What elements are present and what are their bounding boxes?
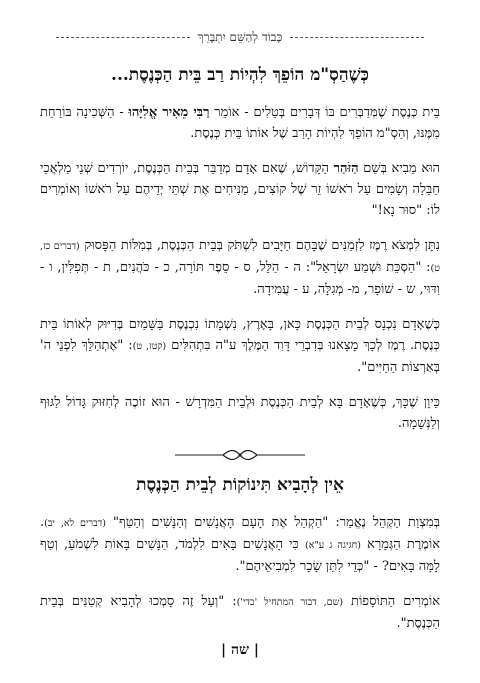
source-reference: (דברים כז, ט) (40, 241, 440, 274)
text-run: הוּא מֵבִיא בְּשֵׁם (358, 161, 440, 176)
section-2-title: אֵין לְהָבִיא תִּינוֹקוֹת לְבֵית הַכְּנֶסֶת (136, 475, 344, 495)
rabbi-name: רַבִּי מֵאִיר אֱלִיָּהוּ (128, 105, 210, 120)
source-reference: (חגיגה ג ע"א) (305, 540, 361, 551)
text-run: כְּשֶׁאָדָם נִכְנָס לְבֵית הַכְּנֶסֶת כָּאן, בָּאָרֶץ, נִשְׁמָתוֹ נִכְנֶסֶת בַּשָּׁמַיִם בְּדִיּוּק לְאוֹתוֹ בֵּית כְּנֶסֶת. רֶמֶז לְכָךְ מָצָאנוּ בְּדִבְרֵי דָּוִד הַמֶּלֶךְ ע"ה בִּתְהִלִּים (40, 317, 440, 353)
section-1-paragraph-5: כֵּיוָן שֶׁכָּךְ, כְּשֶׁאָדָם בָּא לְבֵית הַכְּנֶסֶת וּלְבֵית הַמִּדְרָשׁ - הוּא זוֹכֶה לְחִזּוּק גָּדוֹל לַגּוּף וְלַנְּשָׁמָה. (40, 395, 440, 431)
header-rule-left (56, 37, 190, 38)
source-reference: (שם, דבור המתחיל 'כדי') (236, 597, 344, 608)
section-2-paragraph-1 (40, 512, 440, 577)
section-1-paragraph-1 (40, 102, 440, 144)
text-run: . אוֹמֶרֶת הַגְּמָרָא (40, 515, 440, 552)
text-run: בְּמִצְוַת הַקְהֵל נֶאֱמַר: "הַקְהֵל אֶת הָעָם הָאֲנָשִׁים וְהַנָּשִׁים וְהַטַּף" (105, 515, 440, 530)
section-2-paragraph-2 (40, 591, 440, 634)
section-1-paragraph-2 (40, 158, 440, 221)
text-run: כִּי הָאֲנָשִׁים בָּאִים לִלְמֹד, הַנָּשִׁים בָּאוֹת לִשְׁמֹעַ, וְטַף לָמָּה בָּאִים? - "כְּדֵי לִתֵּן שָׂכָר לִמְבִיאֵיהֶם". (40, 537, 440, 574)
text-run: : "אֶתְהַלֵּךְ לִפְנֵי ה' בְּאַרְצוֹת הַחַיִּים". (40, 338, 440, 375)
section-1-title: כְּשֶׁהַסְ"מ הוֹפֵךְ לִהְיוֹת רַב בֵּית הַכְּנֶסֶת... (111, 65, 369, 85)
text-run: אוֹמְרִים הַתּוֹסָפוֹת (343, 594, 441, 609)
page-content (40, 64, 440, 648)
divider-flourish-icon (175, 448, 305, 462)
text-run: נִתָּן לִמְצֹא רֶמֶז לִזְמַנִּים שֶׁבָּהֶם חַיָּבִים לִשְׁתֹּק בְּבֵית הַכְּנֶסֶת, בְּמִלּוֹת הַפָּסוּק (79, 238, 440, 253)
text-run: בֵּית כְּנֶסֶת שֶׁמְּדַבְּרִים בּוֹ דְּבָרִים בְּטֵלִים - אוֹמֵר (209, 105, 440, 120)
text-run: : "וְעַל זֶה סָמְכוּ לְהָבִיא קְטַנִּים בְּבֵית הַכְּנֶסֶת". (40, 594, 440, 631)
running-header-text: כָּבוֹד לְהַשֵּׁם יִתְבָּרֵךְ (197, 29, 283, 44)
text-run: - הַשְּׁכִינָה בּוֹרַחַת מִמֶּנּוּ, וְהַסְ"מ הוֹפֵךְ לִהְיוֹת הָרַב שֶׁל אוֹתוֹ בֵּית כְּנֶסֶת. (40, 105, 440, 141)
source-reference: (קטז, ט) (132, 341, 167, 352)
running-header (56, 30, 424, 44)
source-reference: (דברים לא, יב) (44, 518, 106, 529)
zohar-term: הַזֹּהַר (333, 161, 359, 176)
page-number: | שה | (221, 642, 259, 658)
header-rule-right (290, 37, 424, 38)
section-1-paragraph-3 (40, 235, 440, 300)
section-1-paragraph-4 (40, 314, 440, 378)
text-run: הַקָּדוֹשׁ, שֶׁאִם אָדָם מְדַבֵּר בְּבֵית הַכְּנֶסֶת, יוֹרְדִים שְׁנֵי מַלְאֲכֵי חַבָּלָה וְשָׂמִים עַל רֹאשׁוֹ זֵר שֶׁל קוֹצִים, מַנִּיחִים אֶת שְׁתֵּי יְדֵיהֶם עַל רֹאשׁוֹ וְאוֹמְרִים לוֹ: "סוּר נָא!" (40, 161, 440, 218)
section-divider (40, 448, 440, 462)
text-run: : "הַסְכֵּת וּשְׁמַע יִשְׂרָאֵל": ה - הַלֵּל, ס - סֵפֶר תּוֹרָה, כ - כֹּהֲנִים, ת - תְּפִלִּין, ו - וִדּוּי, ש - שׁוֹפָר, מ- מְגִלָּה, ע - עֲמִידָה. (40, 260, 440, 297)
